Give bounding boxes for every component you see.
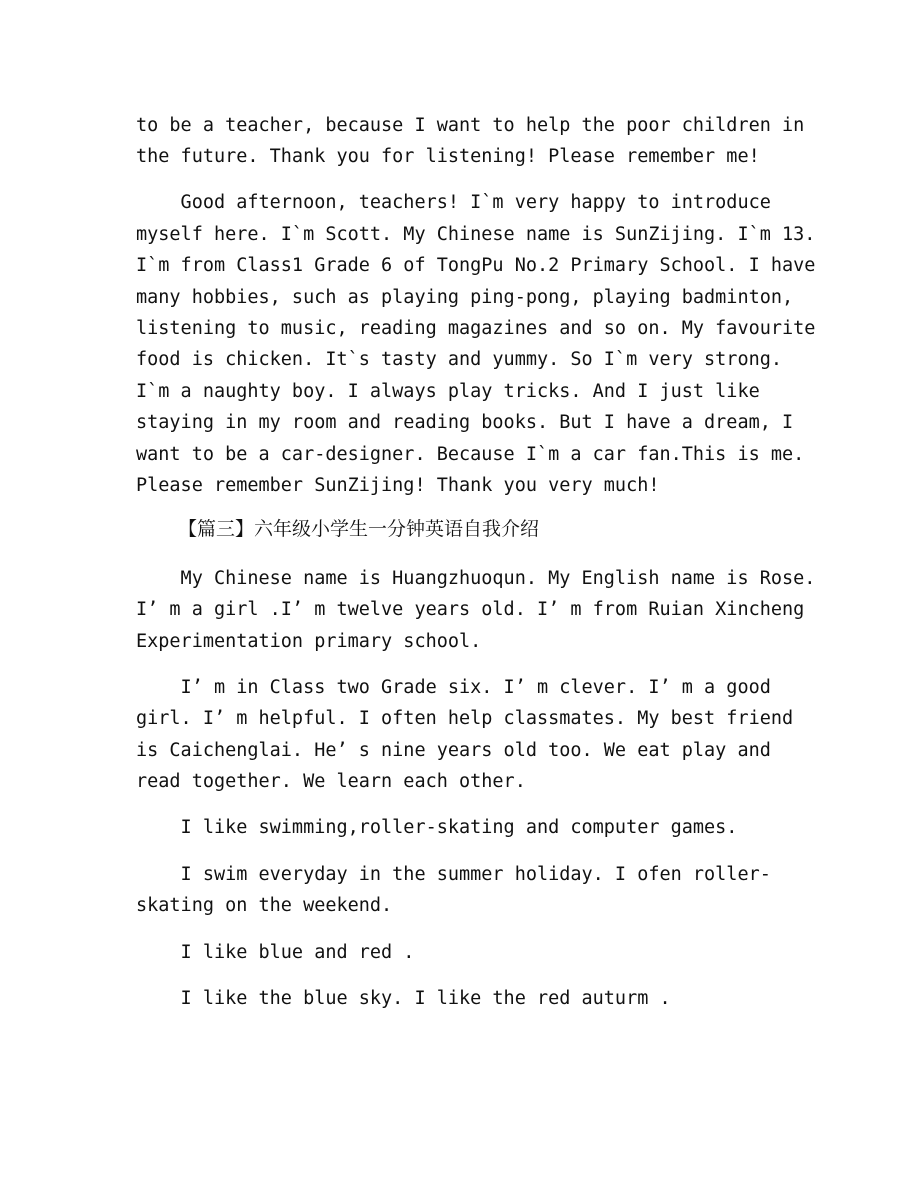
text-line: girl. I’ m helpful. I often help classmates. My best friend <box>136 708 794 729</box>
text-line: to be a teacher, because I want to help the poor children in <box>136 115 805 136</box>
text-line: the future. Thank you for listening! Please remember me! <box>136 146 760 167</box>
text-line: read together. We learn each other. <box>136 771 526 792</box>
text-line: many hobbies, such as playing ping-pong, playing badminton, <box>136 287 794 308</box>
text-line: I like swimming,roller-skating and computer games. <box>136 817 738 838</box>
text-line: I swim everyday in the summer holiday. I ofen roller- <box>136 864 771 885</box>
text-line: Good afternoon, teachers! I`m very happy to introduce <box>136 192 771 213</box>
text-line: I’ m in Class two Grade six. I’ m clever. I’ m a good <box>136 677 771 698</box>
text-line: listening to music, reading magazines and so on. My favourite <box>136 318 816 339</box>
text-line: I`m from Class1 Grade 6 of TongPu No.2 Primary School. I have <box>136 255 816 276</box>
text-line: My Chinese name is Huangzhuoqun. My English name is Rose. <box>136 568 816 589</box>
text-line: food is chicken. It`s tasty and yummy. So I`m very strong. <box>136 349 783 370</box>
text-line: skating on the weekend. <box>136 895 393 916</box>
text-line: staying in my room and reading books. But I have a dream, I <box>136 412 794 433</box>
text-line: myself here. I`m Scott. My Chinese name is SunZijing. I`m 13. <box>136 224 816 245</box>
text-line: I like the blue sky. I like the red auturm . <box>136 988 671 1009</box>
text-line: I’ m a girl .I’ m twelve years old. I’ m from Ruian Xincheng <box>136 599 805 620</box>
section-heading: 【篇三】六年级小学生一分钟英语自我介绍 <box>178 518 540 540</box>
text-line: I`m a naughty boy. I always play tricks. And I just like <box>136 381 760 402</box>
text-line: is Caichenglai. He’ s nine years old too. We eat play and <box>136 740 771 761</box>
text-line: Experimentation primary school. <box>136 631 482 652</box>
text-line: I like blue and red . <box>136 942 415 963</box>
text-line: want to be a car-designer. Because I`m a car fan.This is me. <box>136 444 805 465</box>
text-line: Please remember SunZijing! Thank you very much! <box>136 475 660 496</box>
